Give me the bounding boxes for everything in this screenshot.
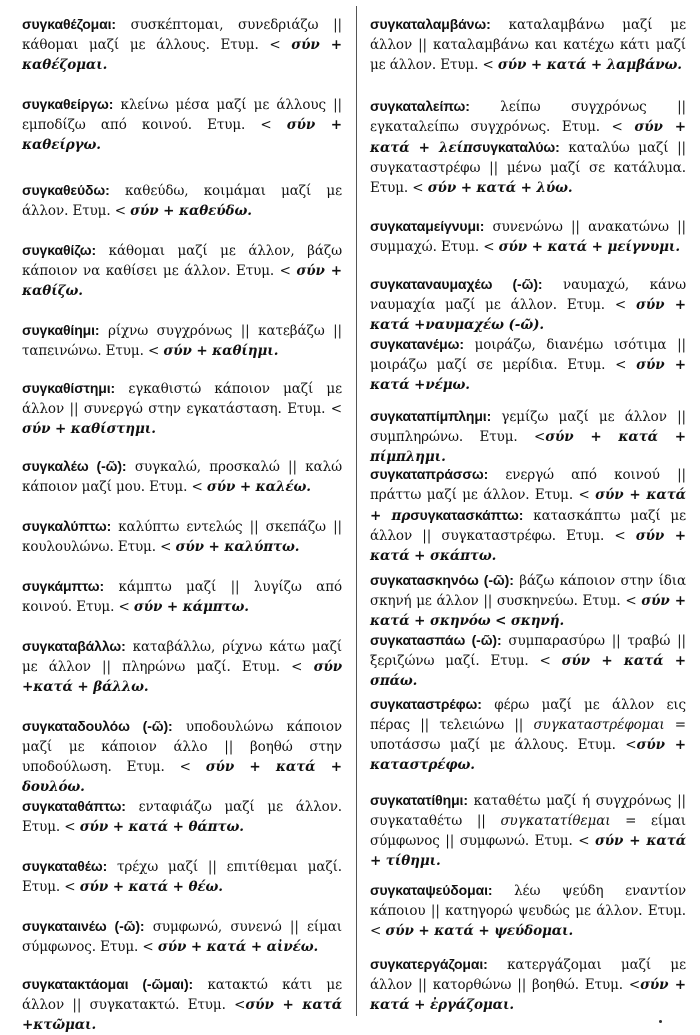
entry-headword: συγκαταθέω:	[22, 858, 108, 874]
entry-definition: καταλύω μαζί || συγκαταστρέφω || μένω μαζί σε κατάλυμα.	[370, 140, 686, 176]
dictionary-entry	[370, 464, 686, 566]
entry-etymology: σύν + κατά +νέμω.	[370, 357, 686, 393]
entry-definition: λείπω συγχρόνως || εγκαταλείπω συγχρόνως.	[370, 99, 686, 135]
dictionary-entry	[370, 96, 686, 198]
etymology-label: Ετυμ. <	[436, 239, 499, 255]
etymology-label: Ετυμ. <	[555, 528, 636, 544]
etymology-label: Ετυμ. <	[209, 37, 292, 53]
entry-definition-italic: συγκατατίθεμαι	[500, 813, 611, 829]
etymology-label: Ετυμ. <	[568, 737, 637, 753]
dictionary-entry	[370, 274, 686, 335]
entry-etymology: σύν + κατά + τίθημι.	[370, 833, 686, 869]
entry-etymology: σύν + καλέω.	[206, 479, 311, 495]
entry-definition: καταβάλλω, ρίχνω κάτω μαζί με άλλον || πληρώνω μαζί.	[22, 639, 342, 675]
entry-headword: συγκαλύπτω:	[22, 518, 112, 534]
entry-definition: ενταφιάζω μαζί με άλλον.	[125, 799, 342, 815]
entry-etymology: σύν + κατά + πρ	[370, 487, 686, 524]
entry-definition: καθεύδω, κοιμάμαι μαζί με άλλον.	[22, 183, 342, 219]
entry-etymology: σύν + καθίημι.	[163, 343, 279, 359]
etymology-label: Ετυμ. <	[22, 819, 80, 835]
entry-headword: συγκαταβάλλω:	[22, 638, 126, 654]
entry-headword: συγκαταπίμπλημι:	[370, 408, 492, 424]
column-divider	[356, 6, 357, 1016]
entry-definition: κατασκάπτω μαζί με άλλον || συγκαταστρέφω.	[370, 508, 686, 544]
etymology-label: Ετυμ. <	[68, 203, 131, 219]
etymology-label: Ετυμ. <	[463, 429, 546, 445]
dictionary-entry	[22, 636, 342, 697]
entry-definition: εγκαθιστώ κάποιον μαζί με άλλον || συνεργώ στην εγκατάσταση.	[22, 381, 342, 417]
etymology-label: Ετυμ. <	[144, 479, 207, 495]
entry-etymology: σύν + καθείργω.	[22, 117, 342, 153]
dictionary-entry	[370, 14, 686, 75]
etymology-label: Ετυμ. <	[370, 180, 428, 196]
entry-etymology: σύν + κατά + μείγνυμι.	[498, 239, 680, 255]
entry-definition: συγκαλώ, προσκαλώ || καλώ κάποιον μαζί μου.	[22, 459, 343, 495]
etymology-label: Ετυμ. <	[281, 401, 342, 417]
etymology-label: Ετυμ. <	[578, 977, 641, 993]
entry-definition: γεμίζω μαζί με άλλον || συμπληρώνω.	[370, 409, 686, 445]
entry-definition-italic: συγκαταστρέφομαι	[533, 717, 665, 733]
dictionary-entry	[370, 630, 686, 691]
dictionary-entry	[370, 334, 686, 395]
entry-headword: συγκαταινέω (-ῶ):	[22, 918, 145, 934]
entry-definition: κλείνω μέσα μαζί με άλλους || εμποδίζω από κοινού.	[22, 97, 342, 133]
entry-etymology: σύν + κατά + σπάω.	[370, 653, 686, 689]
dictionary-entry	[22, 14, 342, 75]
entry-etymology: σύν + καταστρέφω.	[370, 737, 686, 773]
entry-headword: συγκαταδουλόω (-ῶ):	[22, 718, 173, 734]
entry-etymology: σύν + κατά + σκηνόω < σκηνή.	[370, 593, 687, 629]
entry-etymology: σύν + κατά + πίμπλημι.	[370, 429, 686, 465]
dictionary-entry	[22, 378, 342, 439]
entry-headword: συγκαθίστημι:	[22, 380, 116, 396]
entry-definition: κάθομαι μαζί με άλλον, βάζω κάποιον να καθίσει με άλλον.	[22, 243, 342, 279]
entry-headword: συγκαθεύδω:	[22, 182, 110, 198]
dictionary-entry	[22, 320, 342, 361]
entry-definition: φέρω μαζί με άλλον εις πέρας || τελειώνω ||	[370, 697, 686, 733]
entry-definition: καλύπτω εντελώς || σκεπάζω || κουλουλώνω.	[22, 519, 342, 555]
dictionary-entry	[22, 916, 342, 957]
entry-definition: βάζω κάποιον στην ίδια σκηνή με άλλον || συσκηνεύω.	[370, 573, 686, 609]
etymology-label: Ετυμ. <	[72, 599, 134, 615]
entry-definition-after: = είμαι σύμφωνος || συμφωνώ.	[370, 813, 686, 849]
entry-headword: συγκαταψεύδομαι:	[370, 882, 493, 898]
entry-headword: συγκαταθάπτω:	[22, 798, 126, 814]
entry-etymology: σύν + καθέζομαι.	[22, 37, 343, 73]
entry-etymology: σύν + κατά + θάπτω.	[79, 819, 244, 835]
entry-headword: συγκατανέμω:	[370, 336, 464, 352]
dictionary-entry	[22, 796, 342, 837]
entry-etymology: σύν + κατά +κτῶμαι.	[22, 997, 342, 1033]
entry-headword: συγκαταπράσσω:	[370, 466, 489, 482]
entry-definition: ενεργώ από κοινού || πράττω μαζί με άλλον.	[370, 467, 686, 503]
etymology-label: Ετυμ. <	[557, 357, 637, 373]
entry-definition: κατεργάζομαι μαζί με άλλον || κατορθώνω || βοηθώ.	[370, 957, 686, 993]
etymology-label: Ετυμ. <	[230, 263, 297, 279]
entry-headword: συγκαταναυμαχέω (-ῶ):	[370, 276, 543, 292]
etymology-label: Ετυμ. <	[370, 903, 686, 939]
dictionary-entry	[22, 180, 342, 221]
entry-etymology: σύν + καλύπτω.	[175, 539, 300, 555]
entry-etymology: σύν + κατά + θέω.	[79, 879, 223, 895]
entry-etymology: σύν +κατά + βάλλω.	[22, 659, 342, 695]
entry-headword: συγκαταλείπω:	[370, 98, 470, 114]
etymology-label: Ετυμ. <	[179, 997, 246, 1013]
entry-headword: συγκαταλαμβάνω:	[370, 16, 491, 32]
dictionary-entry	[22, 576, 342, 617]
entry-definition: καταλαμβάνω μαζί με άλλον || καταλαμβάνω και κατέχω κάτι μαζί με άλλον.	[370, 17, 686, 73]
entry-definition: μοιράζω, διανέμω ισότιμα || μοιράζω μαζί σε μερίδια.	[370, 337, 686, 373]
entry-etymology: σύν + καθίζω.	[22, 263, 342, 299]
dictionary-entry	[370, 880, 686, 941]
entry-etymology: σύν + κατά + λαμβάνω.	[497, 57, 682, 73]
entry-headword: συγκατασκάπτω:	[410, 507, 524, 523]
entry-definition: κάμπτω μαζί || λυγίζω από κοινού.	[22, 579, 342, 615]
entry-definition: συσκέπτομαι, συνεδριάζω || κάθομαι μαζί με άλλους.	[22, 17, 342, 53]
dictionary-entry	[22, 716, 342, 797]
entry-definition: κατακτώ κάτι με άλλον || συγκατακτώ.	[22, 977, 343, 1013]
etymology-label: Ετυμ. <	[101, 343, 164, 359]
etymology-label: Ετυμ. <	[577, 593, 642, 609]
etymology-label: Ετυμ. <	[529, 487, 596, 503]
entry-headword: συγκαταλύω:	[472, 139, 560, 155]
entry-etymology: σύν + κατά + λύω.	[427, 180, 573, 196]
dictionary-entry	[22, 240, 342, 301]
entry-etymology: σύν + καθεύδω.	[130, 203, 252, 219]
entry-headword: συγκαθίζω:	[22, 242, 97, 258]
entry-definition: ρίχνω συγχρόνως || κατεβάζω || ταπεινώνω.	[22, 323, 342, 359]
dictionary-entry	[22, 856, 342, 897]
entry-etymology: σύν + κατά +ναυμαχέω (-ῶ).	[370, 297, 686, 333]
entry-definition: συνενώνω || ανακατώνω || συμμαχώ.	[370, 219, 686, 255]
entry-headword: συγκαθέζομαι:	[22, 16, 116, 32]
dictionary-entry	[22, 516, 342, 557]
etymology-label: Ετυμ. <	[479, 653, 562, 669]
entry-headword: συγκατασπάω (-ῶ):	[370, 632, 502, 648]
entry-definition: καταθέτω μαζί ή συγχρόνως || συγκαταθέτω ||	[370, 793, 686, 829]
entry-definition: υποδουλώνω κάποιον μαζί με κάποιον άλλο || βοηθώ στην υποδούλωση.	[22, 719, 342, 775]
etymology-label: Ετυμ. <	[550, 119, 635, 135]
entry-headword: συγκατακτάομαι (-ῶμαι):	[22, 976, 194, 992]
etymology-label: Ετυμ. <	[95, 939, 158, 955]
etymology-label: Ετυμ. <	[191, 117, 287, 133]
dictionary-entry	[370, 570, 686, 631]
entry-etymology: σύν + κατά + λείπ	[370, 119, 687, 156]
entry-etymology: σύν + κατά + σκάπτω.	[370, 528, 686, 564]
entry-headword: συγκαθείργω:	[22, 96, 114, 112]
etymology-label: Ετυμ. <	[556, 297, 637, 313]
entry-etymology: σύν + κατά + ἐργάζομαι.	[370, 977, 686, 1013]
dictionary-entry	[22, 456, 342, 497]
print-speck	[659, 1020, 662, 1023]
entry-headword: συγκατεργάζομαι:	[370, 956, 488, 972]
etymology-label: Ετυμ. <	[230, 659, 314, 675]
entry-headword: συγκατασκηνόω (-ῶ):	[370, 572, 514, 588]
entry-etymology: σύν + κάμπτω.	[133, 599, 249, 615]
dictionary-entry	[370, 406, 686, 467]
entry-definition: τρέχω μαζί || επιτίθεμαι μαζί.	[107, 859, 342, 875]
dictionary-entry	[370, 790, 686, 871]
entry-definition-after: = υποτάσσω μαζί με άλλους.	[370, 717, 686, 753]
entry-definition: λέω ψεύδη εναντίον κάποιου || κατηγορώ ψευδώς με άλλον.	[370, 883, 686, 919]
etymology-label: Ετυμ. <	[22, 879, 80, 895]
entry-definition: συμφωνώ, συνενώ || είμαι σύμφωνος.	[22, 919, 342, 955]
entry-definition: συμπαρασύρω || τραβώ || ξεριζώνω μαζί.	[370, 633, 686, 669]
entry-etymology: σύν + κατά + δουλόω.	[22, 759, 342, 795]
entry-headword: συγκαταστρέφω:	[370, 696, 482, 712]
dictionary-entry	[370, 954, 686, 1015]
entry-headword: συγκαθίημι:	[22, 322, 100, 338]
etymology-label: Ετυμ. <	[529, 833, 595, 849]
dictionary-entry	[22, 974, 342, 1035]
dictionary-entry	[370, 694, 686, 775]
etymology-label: Ετυμ. <	[113, 539, 176, 555]
entry-definition: ναυμαχώ, κάνω ναυμαχία μαζί με άλλον.	[370, 277, 686, 313]
entry-etymology: σύν + κατά + αἰνέω.	[157, 939, 319, 955]
entry-headword: συγκαταμείγνυμι:	[370, 218, 485, 234]
entry-headword: συγκάμπτω:	[22, 578, 105, 594]
entry-etymology: σύν + καθίστημι.	[22, 421, 156, 437]
dictionary-entry	[22, 94, 342, 155]
etymology-label: Ετυμ. <	[111, 759, 206, 775]
entry-headword: συγκατατίθημι:	[370, 792, 468, 808]
dictionary-entry	[370, 216, 686, 257]
etymology-label: Ετυμ. <	[436, 57, 498, 73]
entry-etymology: σύν + κατά + ψεύδομαι.	[385, 923, 574, 939]
entry-headword: συγκαλέω (-ῶ):	[22, 458, 127, 474]
